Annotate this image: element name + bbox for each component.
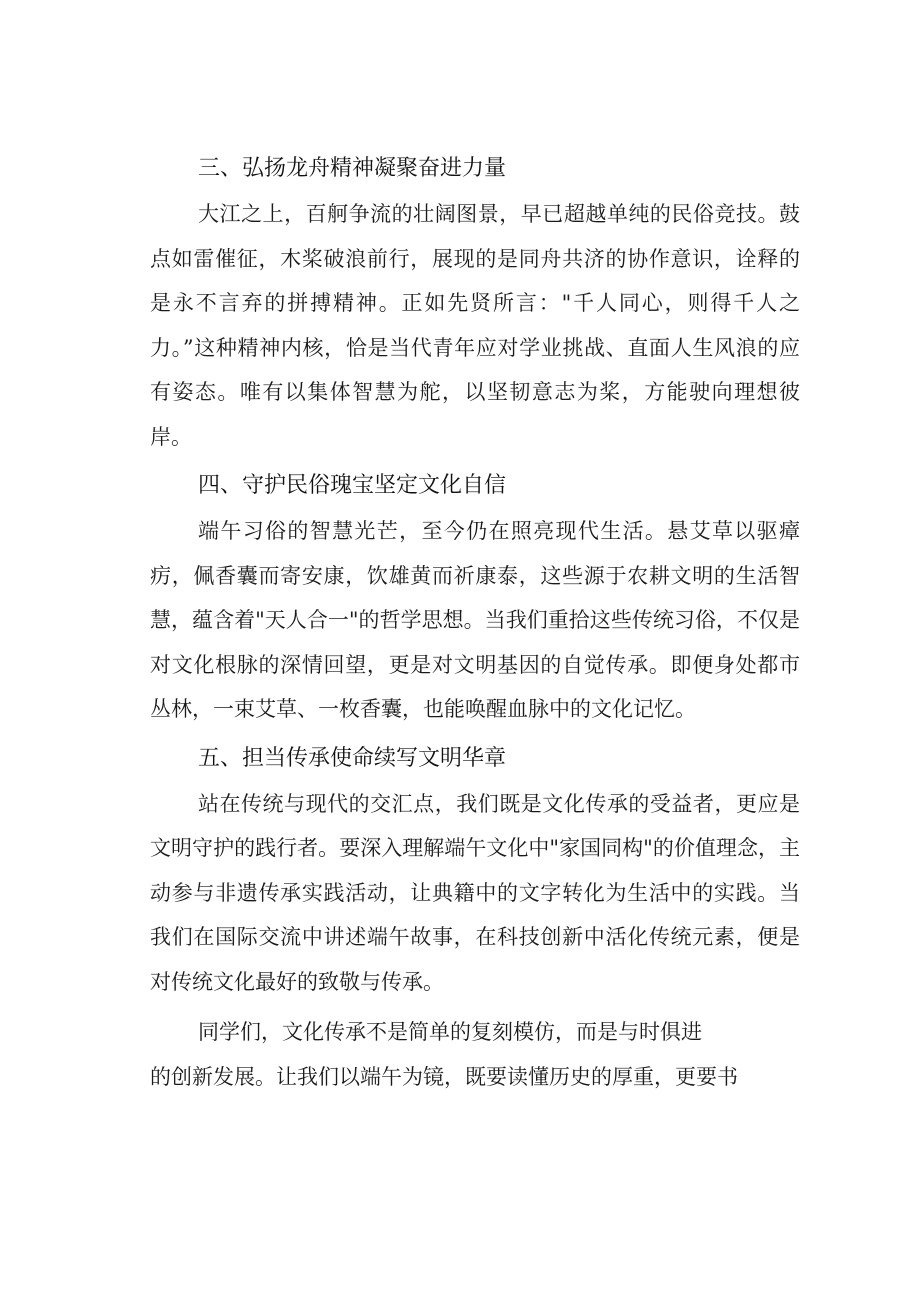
closing-line-2: 的创新发展。让我们以端午为镜，既要读懂历史的厚重，更要书 [150, 1064, 738, 1089]
closing-paragraph [150, 1010, 800, 1099]
section-paragraph: 端午习俗的智慧光芒，至今仍在照亮现代生活。悬艾草以驱瘴疠，佩香囊而寄安康，饮雄黄而祈康泰，这些源于农耕文明的生活智慧，蕴含着"天人合一"的哲学思想。当我们重拾这些传统习俗，不仅是对文化根脉的深情回望，更是对文明基因的自觉传承。即便身处都市丛林，一束艾草、一枚香囊，也能唤醒血脉中的文化记忆。 [150, 519, 800, 721]
section-paragraph: 大江之上，百舸争流的壮阔图景，早已超越单纯的民俗竞技。鼓点如雷催征，木桨破浪前行，展现的是同舟共济的协作意识，诠释的是永不言弃的拼搏精神。正如先贤所言："千人同心，则得千人之力。”这种精神内核，恰是当代青年应对学业挑战、直面人生风浪的应有姿态。唯有以集体智慧为舵，以坚韧意志为桨，方能驶向理想彼岸。 [150, 202, 800, 449]
section-heading: 四、守护民俗瑰宝坚定文化自信 [198, 473, 507, 498]
closing-line-1: 同学们，文化传承不是简单的复刻模仿，而是与时俱进 [198, 1020, 702, 1044]
section-paragraph: 站在传统与现代的交汇点，我们既是文化传承的受益者，更应是文明守护的践行者。要深入理解端午文化中"家国同构"的价值理念，主动参与非遗传承实践活动，让典籍中的文字转化为生活中的实践。当我们在国际交流中讲述端午故事，在科技创新中活化传统元素，便是对传统文化最好的致敬与传承。 [150, 791, 800, 994]
section-5 [150, 738, 800, 1005]
section-heading: 三、弘扬龙舟精神凝聚奋进力量 [198, 156, 507, 181]
section-4 [150, 465, 800, 732]
section-3 [150, 148, 800, 459]
document-body [150, 148, 800, 1099]
section-heading: 五、担当传承使命续写文明华章 [198, 745, 507, 771]
